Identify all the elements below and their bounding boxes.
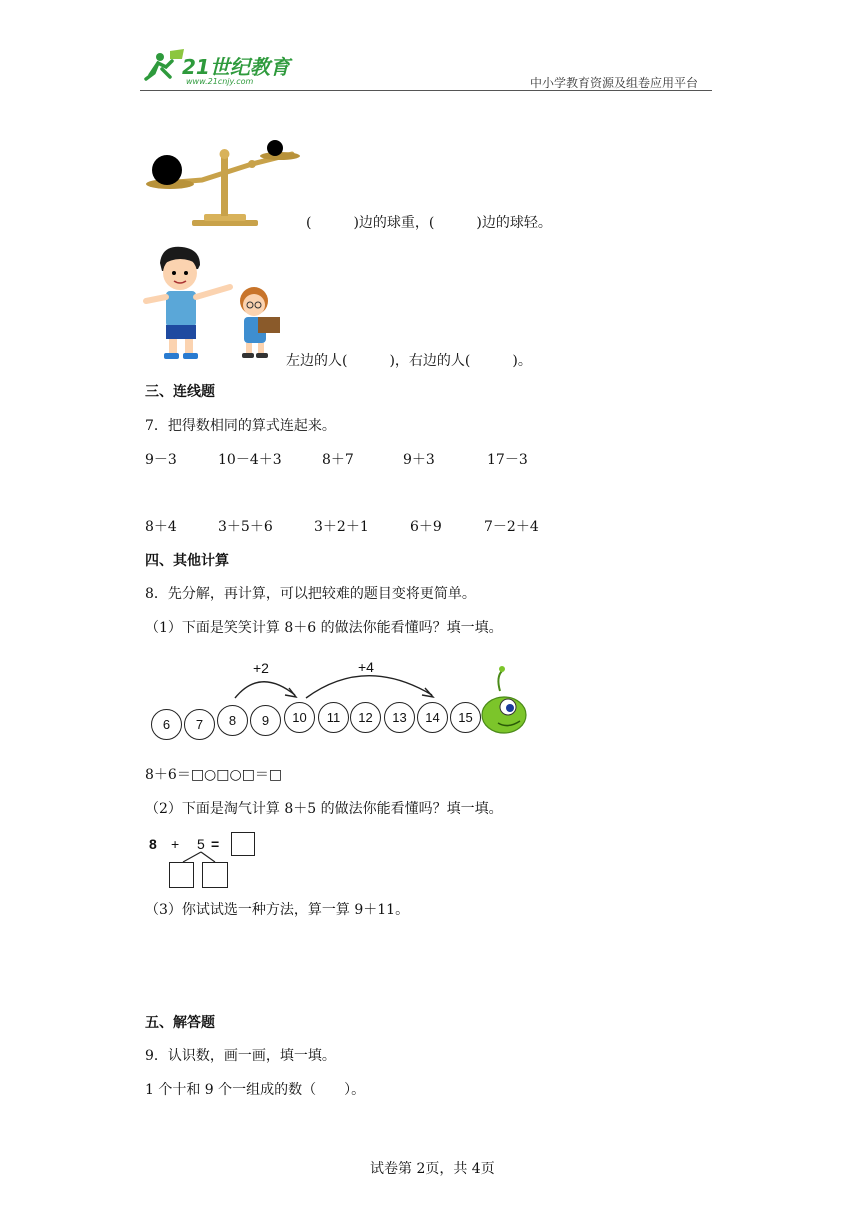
decomposition-figure xyxy=(145,830,265,892)
question-9: 9．认识数，画一画，填一填。 xyxy=(145,1048,336,1064)
caterpillar-segment: 9 xyxy=(250,705,281,736)
section-4-title: 四、其他计算 xyxy=(145,553,229,569)
expr-row2-3[interactable]: 3＋2＋1 xyxy=(314,519,369,535)
caterpillar-segment: 6 xyxy=(151,709,182,740)
caterpillar-segment: 8 xyxy=(217,705,248,736)
caterpillar-segment: 11 xyxy=(318,702,349,733)
people-question: 左边的人( )，右边的人( )。 xyxy=(286,353,532,369)
logo-url: www.21cnjy.com xyxy=(186,77,254,86)
question-8: 8．先分解，再计算，可以把较难的题目变将更简单。 xyxy=(145,586,476,602)
expr-row1-5[interactable]: 17－3 xyxy=(487,452,528,468)
header-divider xyxy=(140,90,712,91)
expr-row2-5[interactable]: 7－2＋4 xyxy=(484,519,539,535)
balance-scale-image xyxy=(142,140,304,230)
expr-row1-3[interactable]: 8＋7 xyxy=(322,452,354,468)
eq2-8: 8 xyxy=(149,836,157,852)
page-number: 试卷第 2页，共 4页 xyxy=(370,1161,495,1177)
people-image xyxy=(142,243,282,363)
question-7: 7．把得数相同的算式连起来。 xyxy=(145,418,336,434)
arc-label-plus-2: +2 xyxy=(253,660,269,676)
eq2-plus: + xyxy=(171,836,180,852)
question-8-part-2: （2）下面是淘气计算 8＋5 的做法你能看懂吗？填一填。 xyxy=(145,801,503,817)
expr-row1-2[interactable]: 10－4＋3 xyxy=(218,452,282,468)
question-8-part-1: （1）下面是笑笑计算 8＋6 的做法你能看懂吗？填一填。 xyxy=(145,620,503,636)
caterpillar-segment: 13 xyxy=(384,702,415,733)
question-9-blank: 1 个十和 9 个一组成的数（ ）。 xyxy=(145,1082,366,1098)
header-logo xyxy=(140,45,310,90)
eq2-5: 5 xyxy=(197,836,205,852)
caterpillar-segment: 12 xyxy=(350,702,381,733)
caterpillar-figure xyxy=(140,655,540,750)
expr-row2-1[interactable]: 8＋4 xyxy=(145,519,177,535)
eq2-equals: = xyxy=(211,836,220,852)
header-platform-text: 中小学教育资源及组卷应用平台 xyxy=(530,76,699,90)
split-box-right[interactable] xyxy=(202,862,228,888)
expr-row1-4[interactable]: 9＋3 xyxy=(403,452,435,468)
balance-question: ( )边的球重，( )边的球轻。 xyxy=(306,215,552,231)
section-5-title: 五、解答题 xyxy=(145,1015,215,1031)
split-box-left[interactable] xyxy=(169,862,194,888)
expr-row2-4[interactable]: 6＋9 xyxy=(410,519,442,535)
logo-title: 21世纪教育 xyxy=(182,55,290,79)
section-3-title: 三、连线题 xyxy=(145,384,215,400)
answer-box[interactable] xyxy=(231,832,255,856)
caterpillar-segment: 7 xyxy=(184,709,215,740)
arc-label-plus-4: +4 xyxy=(358,659,374,675)
expr-row2-2[interactable]: 3＋5＋6 xyxy=(218,519,273,535)
caterpillar-segment: 14 xyxy=(417,702,448,733)
expr-row1-1[interactable]: 9－3 xyxy=(145,452,177,468)
equation-8-plus-6[interactable]: 8＋6＝□○□○□＝□ xyxy=(145,767,283,783)
question-8-part-3: （3）你试试选一种方法，算一算 9＋11。 xyxy=(145,902,410,918)
caterpillar-segment: 10 xyxy=(284,702,315,733)
caterpillar-segment: 15 xyxy=(450,702,481,733)
